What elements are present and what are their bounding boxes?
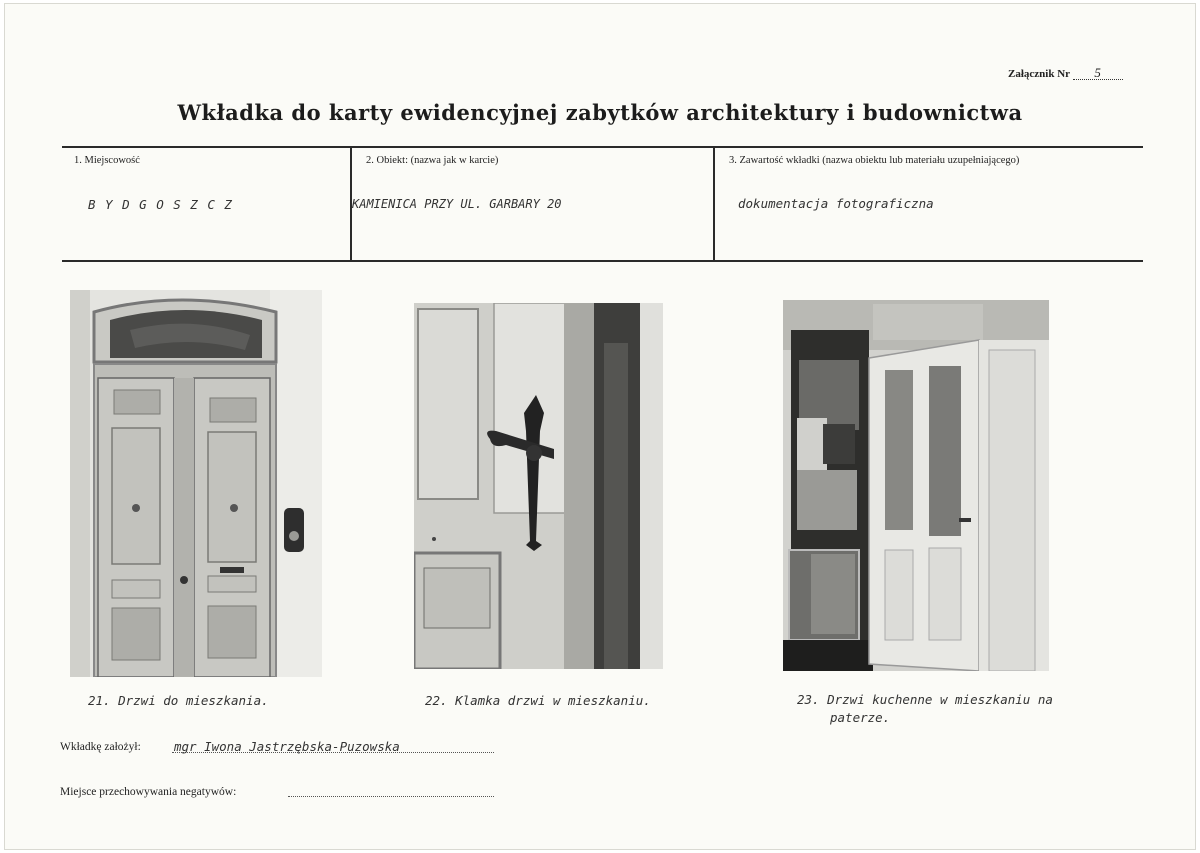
annex-number bbox=[1008, 67, 1123, 80]
negatives-storage-dotted-line bbox=[288, 796, 494, 797]
photo-apartment-door bbox=[70, 290, 322, 677]
field-locality-value: B Y D G O S Z C Z bbox=[88, 197, 233, 212]
photo-kitchen-door bbox=[783, 300, 1049, 671]
annex-label: Załącznik Nr bbox=[1008, 68, 1070, 80]
document-title: Wkładka do karty ewidencyjnej zabytków architektury i budownictwa bbox=[177, 100, 1023, 125]
field-object-label: 2. Obiekt: (nazwa jak w karcie) bbox=[366, 155, 499, 166]
table-top-rule bbox=[62, 146, 1143, 148]
author-value: mgr Iwona Jastrzębska-Puzowska bbox=[174, 739, 400, 754]
field-locality-label: 1. Miejscowość bbox=[74, 155, 140, 166]
table-bottom-rule bbox=[62, 260, 1143, 262]
photo-door-handle bbox=[414, 303, 663, 669]
annex-number-value: 5 bbox=[1073, 67, 1123, 80]
negatives-storage-label: Miejsce przechowywania negatywów: bbox=[60, 786, 237, 798]
author-label: Wkładkę założył: bbox=[60, 741, 141, 753]
caption-photo-23-line1: 23. Drzwi kuchenne w mieszkaniu na bbox=[797, 692, 1053, 707]
field-content-label: 3. Zawartość wkładki (nazwa obiektu lub materiału uzupełniającego) bbox=[729, 155, 1020, 166]
table-divider-2 bbox=[713, 146, 715, 262]
caption-photo-21: 21. Drzwi do mieszkania. bbox=[88, 693, 269, 708]
field-content-value: dokumentacja fotograficzna bbox=[738, 196, 934, 211]
caption-photo-23-line2: paterze. bbox=[830, 710, 891, 725]
field-object-value: KAMIENICA PRZY UL. GARBARY 20 bbox=[352, 197, 562, 211]
caption-photo-22: 22. Klamka drzwi w mieszkaniu. bbox=[425, 693, 651, 708]
